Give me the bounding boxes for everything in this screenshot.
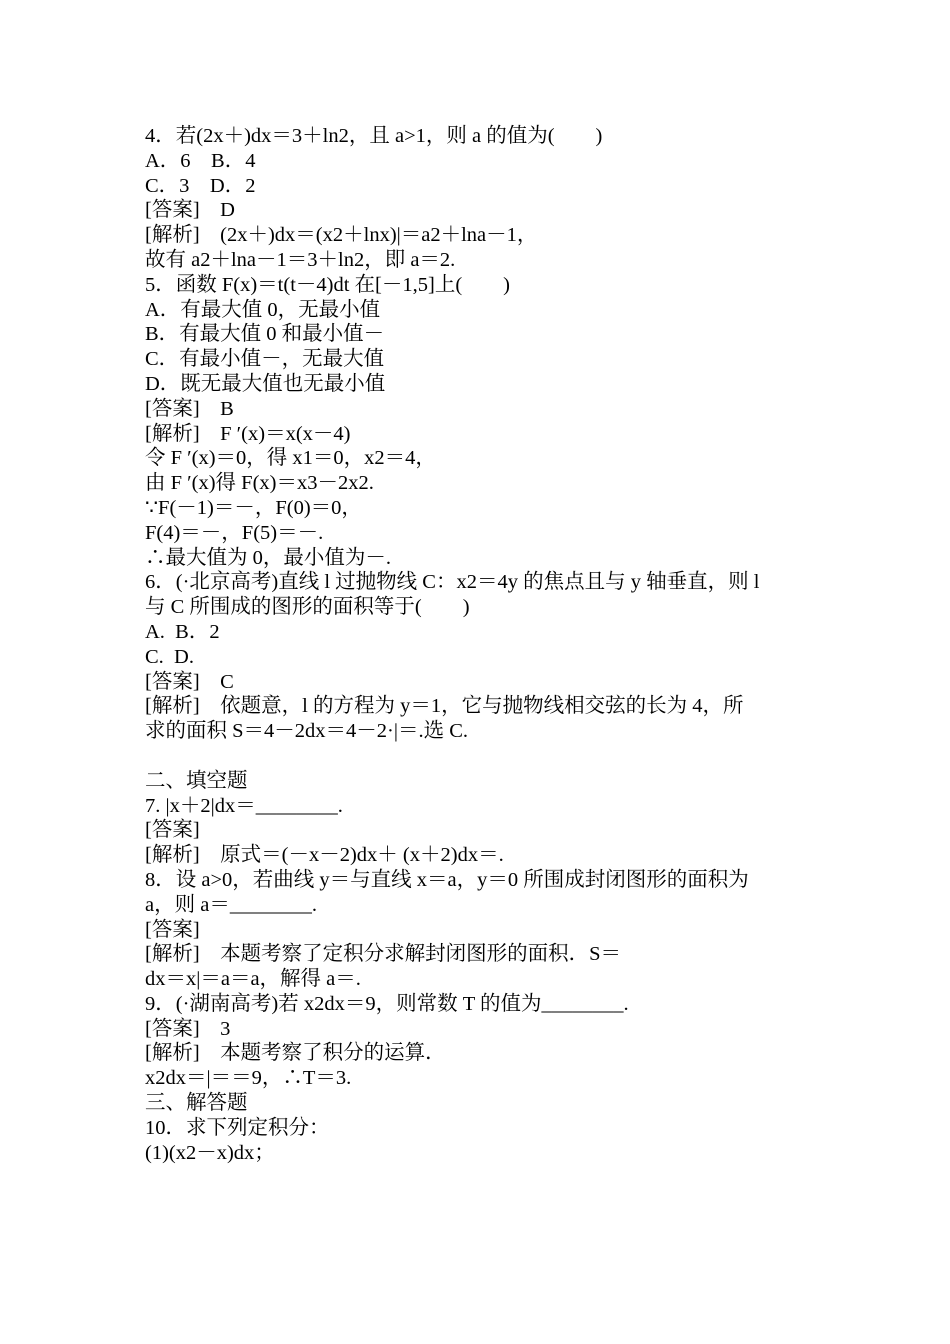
text-line: [答案] [145,819,200,842]
text-line: C. D. [145,645,194,668]
text-line: A. B．2 [145,620,220,643]
text-line: 6．(·北京高考)直线 l 过抛物线 C：x2＝4y 的焦点且与 y 轴垂直，则 l [145,571,760,594]
text-line: 由 F ′(x)得 F(x)＝x3－2x2. [145,472,374,495]
text-line: 8．设 a>0，若曲线 y＝与直线 x＝a，y＝0 所围成封闭图形的面积为 [145,868,749,891]
text-line: [答案] B [145,397,234,420]
text-line: [解析] 依题意，l 的方程为 y＝1，它与抛物线相交弦的长为 4，所 [145,695,744,718]
text-line: [答案] C [145,670,234,693]
text-line: [解析] (2x＋)dx＝(x2＋lnx)|＝a2＋lna－1， [145,224,538,247]
text-line: A．有最大值 0，无最小值 [145,298,381,321]
text-line: B．有最大值 0 和最小值－ [145,323,385,346]
blank-line [145,744,815,769]
text-line: ∵F(－1)＝－，F(0)＝0， [145,496,362,519]
text-line: [答案] [145,918,200,941]
text-line: 7. |x＋2|dx＝________. [145,794,343,817]
text-line: x2dx＝|＝＝9，∴T＝3. [145,1067,352,1090]
text-line: F(4)＝－，F(5)＝－. [145,521,324,544]
section-heading: 三、解答题 [145,1092,248,1115]
text-line: 9．(·湖南高考)若 x2dx＝9，则常数 T 的值为________. [145,992,629,1015]
text-line: dx＝x|＝a＝a，解得 a＝. [145,968,361,991]
text-line: [解析] F ′(x)＝x(x－4) [145,422,351,445]
text-line: ∴最大值为 0，最小值为－. [145,546,391,569]
document-body [145,124,815,1165]
text-line: 4．若(2x＋)dx＝3＋ln2，且 a>1，则 a 的值为( ) [145,125,603,147]
text-line: 求的面积 S＝4－2dx＝4－2·|＝.选 C. [145,720,469,743]
text-line: [解析] 本题考察了定积分求解封闭图形的面积．S＝ [145,943,622,966]
text-line: [解析] 原式＝(－x－2)dx＋ (x＋2)dx＝. [145,844,504,867]
text-line: 5．函数 F(x)＝t(t－4)dt 在[－1,5]上( ) [145,273,510,296]
text-line: 故有 a2＋lna－1＝3＋ln2，即 a＝2. [145,248,456,271]
text-line: 10．求下列定积分： [145,1116,330,1139]
text-line: C．3 D．2 [145,174,256,197]
text-line: D．既无最大值也无最小值 [145,372,386,395]
text-line: [答案] D [145,199,235,222]
text-line: 令 F ′(x)＝0，得 x1＝0，x2＝4， [145,447,436,470]
text-line: (1)(x2－x)dx； [145,1141,275,1164]
text-line: C．有最小值－，无最大值 [145,348,385,371]
text-line: a，则 a＝________. [145,893,317,916]
section-heading: 二、填空题 [145,769,248,792]
text-line: [答案] 3 [145,1017,231,1040]
text-line: [解析] 本题考察了积分的运算． [145,1042,446,1065]
text-line: 与 C 所围成的图形的面积等于( ) [145,596,470,619]
text-line: A．6 B．4 [145,149,256,172]
